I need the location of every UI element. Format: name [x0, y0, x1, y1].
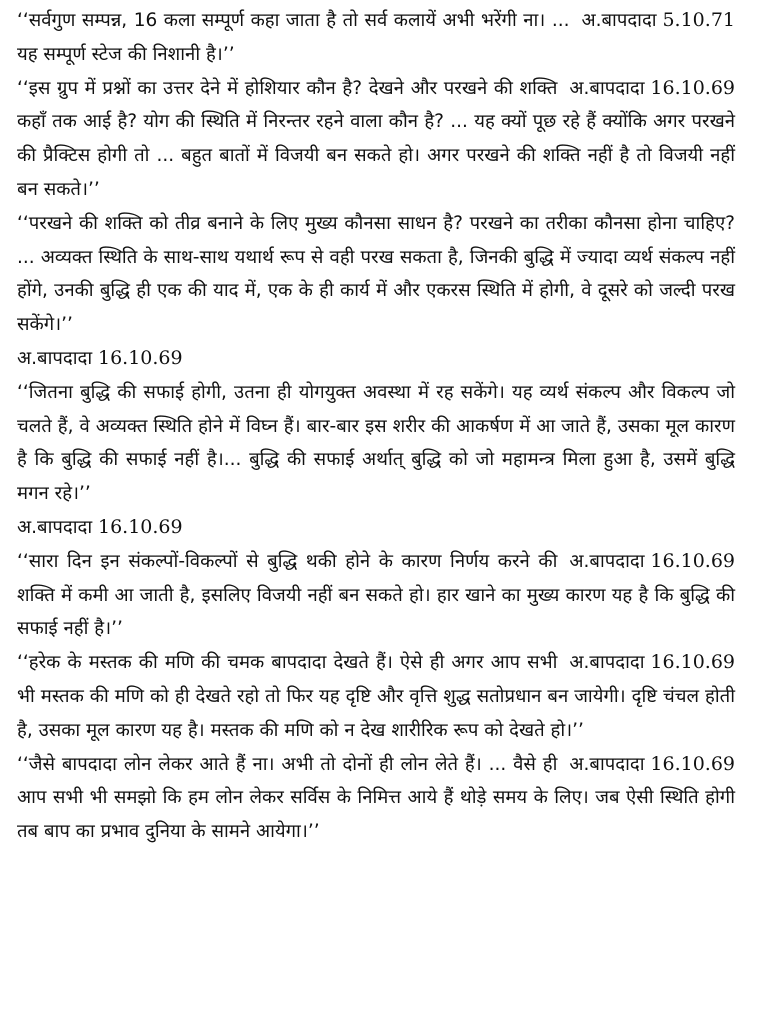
quote-citation: अ.बापदादा 16.10.69: [569, 76, 735, 99]
quote-paragraph: [17, 376, 735, 545]
quote-text: ‘‘हरेक के मस्तक की मणि की चमक बापदादा देखते हैं। ऐसे ही अगर आप सभी भी मस्तक की मणि को ही देखते रहो तो फिर यह दृष्टि और वृत्ति शुद्ध सतोप्रधान बन जायेगी। दृष्टि चंचल होती है, उसका मूल कारण यह है। मस्तक की मणि को न देख शारीरिक रूप को देखते हो।’’: [17, 652, 735, 741]
quote-paragraph: [17, 72, 735, 207]
quote-citation: अ.बापदादा 5.10.71: [581, 9, 735, 31]
quote-text: ‘‘सारा दिन इन संकल्पों-विकल्पों से बुद्धि थकी होने के कारण निर्णय करने की शक्ति में कमी आ जाती है, इसलिए विजयी नहीं बन सकते हो। हार खाने का मुख्य कारण यह है कि बुद्धि की सफाई नहीं है।’’: [17, 550, 735, 640]
quote-text: ‘‘सर्वगुण सम्पन्न, 16 कला सम्पूर्ण कहा जाता है तो सर्व कलायें अभी भरेंगी ना। ... यह सम्पूर्ण स्टेज की निशानी है।’’: [17, 10, 570, 65]
quote-citation: अ.बापदादा 16.10.69: [569, 752, 735, 775]
quote-text: ‘‘जैसे बापदादा लोन लेकर आते हैं ना। अभी तो दोनों ही लोन लेते हैं। ... वैसे ही आप सभी भी समझो कि हम लोन लेकर सर्विस के निमित्त आये हैं थोड़े समय के लिए। जब ऐसी स्थिति होगी तब बाप का प्रभाव दुनिया के सामने आयेगा।’’: [17, 753, 735, 843]
quote-citation: अ.बापदादा 16.10.69: [17, 515, 183, 538]
quote-citation: अ.बापदादा 16.10.69: [569, 651, 735, 674]
quote-paragraph: [17, 207, 735, 376]
quote-paragraph: [17, 4, 735, 72]
quote-citation: अ.बापदादा 16.10.69: [569, 549, 735, 572]
quote-text: ‘‘इस ग्रुप में प्रश्नों का उत्तर देने में होशियार कौन है? देखने और परखने की शक्ति कहाँ तक आई है? योग की स्थिति में निरन्तर रहने वाला कौन है? ... यह क्यों पूछ रहे हैं क्योंकि अगर परखने की प्रैक्टिस होगी तो ... बहुत बातों में विजयी बन सकते हो। अगर परखने की शक्ति नहीं है तो विजयी नहीं बन सकते।’’: [17, 77, 735, 200]
quote-citation: अ.बापदादा 16.10.69: [17, 346, 183, 369]
quote-text: ‘‘परखने की शक्ति को तीव्र बनाने के लिए मुख्य कौनसा साधन है? परखने का तरीका कौनसा होना चाहिए? ... अव्यक्त स्थिति के साथ-साथ यथार्थ रूप से वही परख सकता है, जिनकी बुद्धि में ज्यादा व्यर्थ संकल्प नहीं होंगे, उनकी बुद्धि ही एक की याद में, एक के ही कार्य में और एकरस स्थिति में होगी, वे दूसरे को जल्दी परख सकेंगे।’’: [17, 212, 735, 336]
quote-paragraph: [17, 545, 735, 646]
quote-text: ‘‘जितना बुद्धि की सफाई होगी, उतना ही योगयुक्त अवस्था में रह सकेंगे। यह व्यर्थ संकल्प और विकल्प जो चलते हैं, वे अव्यक्त स्थिति होने में विघ्न हैं। बार-बार इस शरीर की आकर्षण में आ जाते हैं, उसका मूल कारण है कि बुद्धि की सफाई नहीं है।... बुद्धि की सफाई अर्थात् बुद्धि को जो महामन्त्र मिला हुआ है, उसमें बुद्धि मगन रहे।’’: [17, 381, 735, 505]
quote-paragraph: [17, 646, 735, 747]
quote-paragraph: [17, 748, 735, 849]
